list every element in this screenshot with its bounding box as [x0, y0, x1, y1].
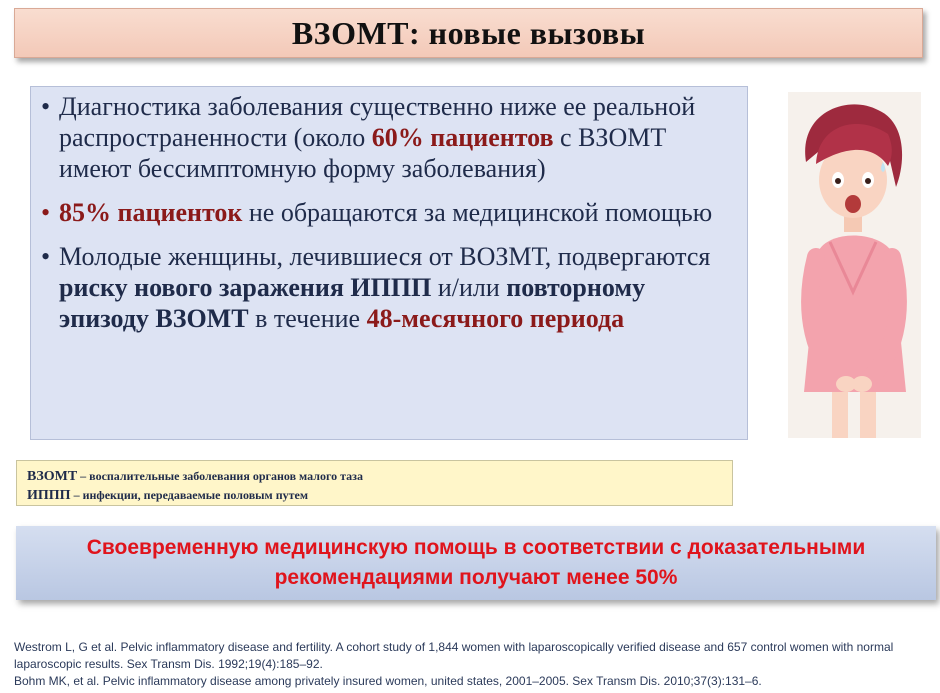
reference-item: Westrom L, G et al. Pelvic inflammatory disease and fertility. A cohort study of 1,844 women with laparoscopically verified disease and 657 control women with normal laparoscopic results. Sex Transm Dis. 1992;19(4):185–92.	[14, 640, 894, 671]
bullet-text-part: Молодые женщины, лечившиеся от ВОЗМТ, подвергаются	[59, 242, 711, 271]
illustration-svg	[788, 92, 921, 438]
bullet-text	[59, 91, 737, 184]
bullet-text-part: и/или	[431, 273, 507, 302]
title-bar	[14, 8, 923, 58]
bullet-emphasis: повторному эпизоду ВЗОМТ	[59, 273, 646, 333]
bullet-text-part: с ВЗОМТ имеют бессимптомную форму заболевания)	[59, 123, 667, 183]
bullet-item	[41, 241, 737, 334]
definition-row	[27, 467, 722, 486]
bullet-highlight: 60% пациентов	[371, 123, 554, 152]
references	[14, 639, 929, 690]
bullet-text-part: не обращаются за медицинской помощью	[242, 198, 713, 227]
main-content-box	[30, 86, 748, 440]
bullet-dot: •	[41, 92, 51, 121]
bullet-highlight: 48-месячного периода	[366, 304, 625, 333]
highlight-banner	[16, 526, 936, 600]
abbreviations-box	[16, 460, 733, 506]
bullet-text-part: Диагностика заболевания существенно ниже ее реальной распространенности (около	[59, 92, 696, 152]
definition-abbr: ИППП	[27, 488, 71, 503]
highlight-line: Своевременную медицинскую помощь в соответствии с доказательными	[86, 536, 866, 559]
bullet-item	[41, 197, 737, 228]
highlight-line: рекомендациями получают менее 50%	[274, 566, 678, 589]
bullet-text-part: в течение	[248, 304, 367, 333]
worried-woman-illustration	[788, 92, 921, 438]
bullet-dot: •	[41, 198, 51, 227]
slide-title: ВЗОМТ: новые вызовы	[291, 14, 646, 51]
definition-desc: – воспалительные заболевания органов малого таза	[77, 469, 363, 483]
bullet-item	[41, 91, 737, 184]
bullet-highlight: 85% пациенток	[59, 198, 243, 227]
bullet-text	[59, 241, 737, 334]
bullet-dot: •	[41, 242, 51, 271]
definition-abbr: ВЗОМТ	[27, 469, 78, 484]
definition-desc: – инфекции, передаваемые половым путем	[70, 488, 309, 502]
reference-item: Bohm MK, et al. Pelvic inflammatory disease among privately insured women, united states, 2001–2005. Sex Transm Dis. 2010;37(3):131–6.	[14, 674, 762, 688]
bullet-emphasis: риску нового заражения ИППП	[59, 273, 432, 302]
definition-row	[27, 486, 722, 505]
bullet-text	[59, 197, 712, 228]
